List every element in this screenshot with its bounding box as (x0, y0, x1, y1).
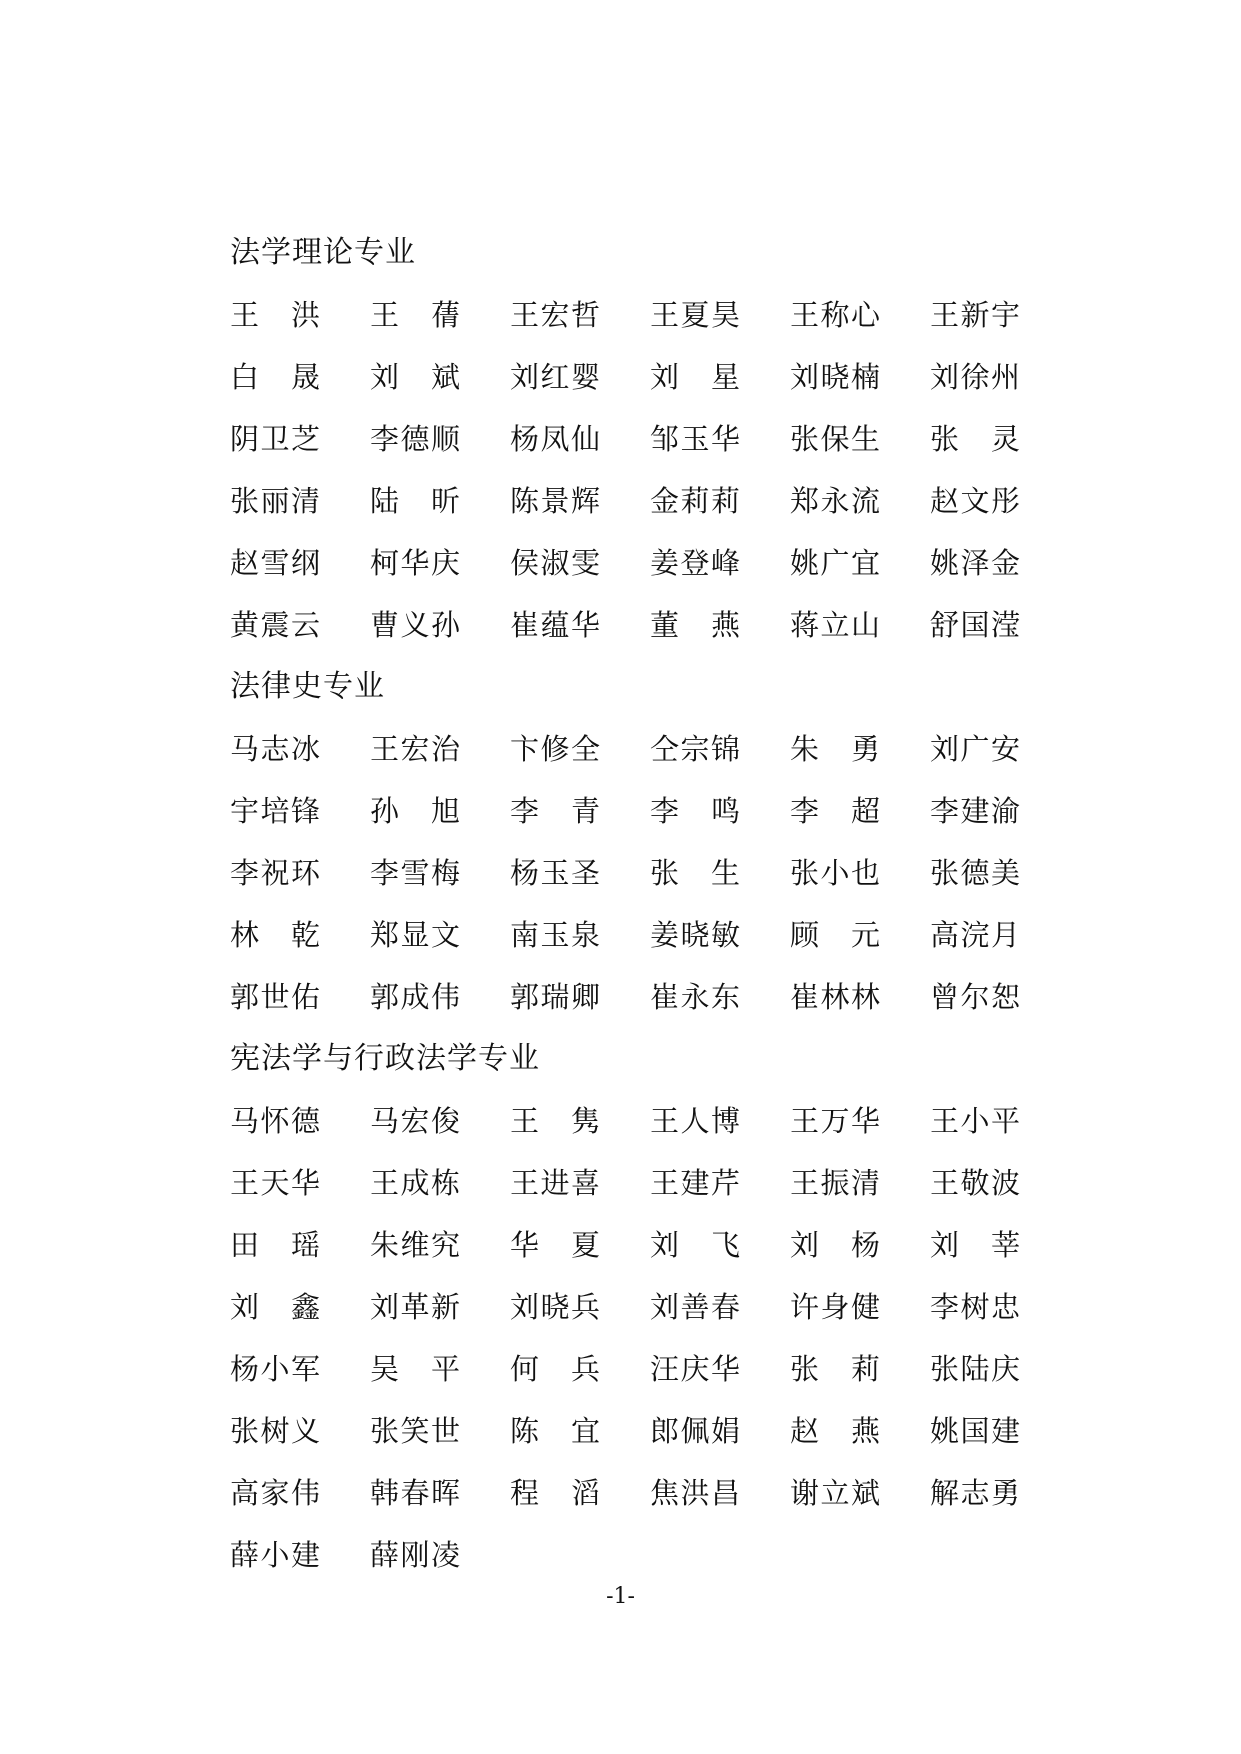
person-name: 马 宏 俊 (370, 1104, 460, 1138)
name-list (230, 284, 1030, 656)
person-name: 王 建 芹 (650, 1166, 740, 1200)
person-name: 侯 淑 雯 (510, 546, 600, 580)
person-name: 李 祝 环 (230, 856, 320, 890)
person-name: 李 德 顺 (370, 422, 460, 456)
person-name: 高 家 伟 (230, 1476, 320, 1510)
person-name: 姚 泽 金 (930, 546, 1020, 580)
person-name: 王 万 华 (790, 1104, 880, 1138)
person-name: 王 振 清 (790, 1166, 880, 1200)
person-name: 李 建 渝 (930, 794, 1020, 828)
person-name: 王 称 心 (790, 298, 880, 332)
person-name: 王 隽 (510, 1104, 600, 1138)
person-name: 朱 维 究 (370, 1228, 460, 1262)
person-name: 吴 平 (370, 1352, 460, 1386)
person-name: 陈 宜 (510, 1414, 600, 1448)
section-title: 法律史专业 (230, 669, 385, 704)
person-name: 陆 昕 (370, 484, 460, 518)
person-name: 李 鸣 (650, 794, 740, 828)
person-name: 刘 晓 楠 (790, 360, 880, 394)
person-name: 许 身 健 (790, 1290, 880, 1324)
person-name: 赵 燕 (790, 1414, 880, 1448)
person-name: 柯 华 庆 (370, 546, 460, 580)
person-name: 张 丽 清 (230, 484, 320, 518)
person-name: 马 怀 德 (230, 1104, 320, 1138)
person-name: 王 进 喜 (510, 1166, 600, 1200)
person-name: 蒋 立 山 (790, 608, 880, 642)
person-name: 张 小 也 (790, 856, 880, 890)
section-title: 法学理论专业 (230, 235, 416, 270)
person-name: 姚 国 建 (930, 1414, 1020, 1448)
person-name: 刘 斌 (370, 360, 460, 394)
person-name: 何 兵 (510, 1352, 600, 1386)
person-name: 华 夏 (510, 1228, 600, 1262)
person-name: 刘 红 婴 (510, 360, 600, 394)
person-name: 仝 宗 锦 (650, 732, 740, 766)
person-name: 杨 玉 圣 (510, 856, 600, 890)
person-name: 赵 雪 纲 (230, 546, 320, 580)
person-name: 姜 晓 敏 (650, 918, 740, 952)
person-name: 姚 广 宜 (790, 546, 880, 580)
person-name: 张 陆 庆 (930, 1352, 1020, 1386)
person-name: 王 蒨 (370, 298, 460, 332)
person-name: 舒 国 滢 (930, 608, 1020, 642)
person-name: 王 敬 波 (930, 1166, 1020, 1200)
person-name: 汪 庆 华 (650, 1352, 740, 1386)
person-name: 薛 刚 凌 (370, 1538, 460, 1572)
person-name: 崔 永 东 (650, 980, 740, 1014)
person-name: 董 燕 (650, 608, 740, 642)
document-body (230, 222, 1030, 1586)
person-name: 杨 凤 仙 (510, 422, 600, 456)
person-name: 孙 旭 (370, 794, 460, 828)
person-name: 林 乾 (230, 918, 320, 952)
person-name: 金 莉 莉 (650, 484, 740, 518)
person-name: 赵 文 彤 (930, 484, 1020, 518)
person-name: 陈 景 辉 (510, 484, 600, 518)
person-name: 邹 玉 华 (650, 422, 740, 456)
person-name: 黄 震 云 (230, 608, 320, 642)
name-list (230, 718, 1030, 1028)
person-name: 韩 春 晖 (370, 1476, 460, 1510)
person-name: 白 晟 (230, 360, 320, 394)
person-name: 张 灵 (930, 422, 1020, 456)
person-name: 王 洪 (230, 298, 320, 332)
person-name: 王 宏 哲 (510, 298, 600, 332)
name-list (230, 1090, 1030, 1586)
person-name: 顾 元 (790, 918, 880, 952)
person-name: 李 青 (510, 794, 600, 828)
person-name: 高 浣 月 (930, 918, 1020, 952)
person-name: 张 莉 (790, 1352, 880, 1386)
page-number: -1- (606, 1584, 635, 1609)
person-name: 张 保 生 (790, 422, 880, 456)
person-name: 曹 义 孙 (370, 608, 460, 642)
person-name: 郑 显 文 (370, 918, 460, 952)
person-name: 阴 卫 芝 (230, 422, 320, 456)
person-name: 王 人 博 (650, 1104, 740, 1138)
person-name: 张 树 义 (230, 1414, 320, 1448)
person-name: 宇 培 锋 (230, 794, 320, 828)
person-name: 刘 革 新 (370, 1290, 460, 1324)
person-name: 王 宏 治 (370, 732, 460, 766)
person-name: 刘 徐 州 (930, 360, 1020, 394)
person-name: 郭 成 伟 (370, 980, 460, 1014)
person-name: 崔 蕴 华 (510, 608, 600, 642)
person-name: 解 志 勇 (930, 1476, 1020, 1510)
person-name: 刘 杨 (790, 1228, 880, 1262)
person-name: 崔 林 林 (790, 980, 880, 1014)
person-name: 刘 晓 兵 (510, 1290, 600, 1324)
person-name: 郑 永 流 (790, 484, 880, 518)
person-name: 刘 广 安 (930, 732, 1020, 766)
person-name: 郎 佩 娟 (650, 1414, 740, 1448)
person-name: 薛 小 建 (230, 1538, 320, 1572)
person-name: 姜 登 峰 (650, 546, 740, 580)
person-name: 张 德 美 (930, 856, 1020, 890)
person-name: 李 雪 梅 (370, 856, 460, 890)
person-name: 刘 善 春 (650, 1290, 740, 1324)
person-name: 刘 鑫 (230, 1290, 320, 1324)
person-name: 程 滔 (510, 1476, 600, 1510)
person-name: 郭 世 佑 (230, 980, 320, 1014)
person-name: 王 天 华 (230, 1166, 320, 1200)
person-name: 王 小 平 (930, 1104, 1020, 1138)
person-name: 王 夏 昊 (650, 298, 740, 332)
person-name: 张 笑 世 (370, 1414, 460, 1448)
person-name: 田 瑶 (230, 1228, 320, 1262)
person-name: 郭 瑞 卿 (510, 980, 600, 1014)
person-name: 刘 星 (650, 360, 740, 394)
person-name: 焦 洪 昌 (650, 1476, 740, 1510)
person-name: 马 志 冰 (230, 732, 320, 766)
person-name: 王 成 栋 (370, 1166, 460, 1200)
person-name: 张 生 (650, 856, 740, 890)
person-name: 曾 尔 恕 (930, 980, 1020, 1014)
person-name: 李 超 (790, 794, 880, 828)
person-name: 刘 莘 (930, 1228, 1020, 1262)
person-name: 谢 立 斌 (790, 1476, 880, 1510)
person-name: 刘 飞 (650, 1228, 740, 1262)
person-name: 朱 勇 (790, 732, 880, 766)
person-name: 杨 小 军 (230, 1352, 320, 1386)
person-name: 卞 修 全 (510, 732, 600, 766)
person-name: 王 新 宇 (930, 298, 1020, 332)
section-title: 宪法学与行政法学专业 (230, 1041, 540, 1076)
person-name: 南 玉 泉 (510, 918, 600, 952)
person-name: 李 树 忠 (930, 1290, 1020, 1324)
